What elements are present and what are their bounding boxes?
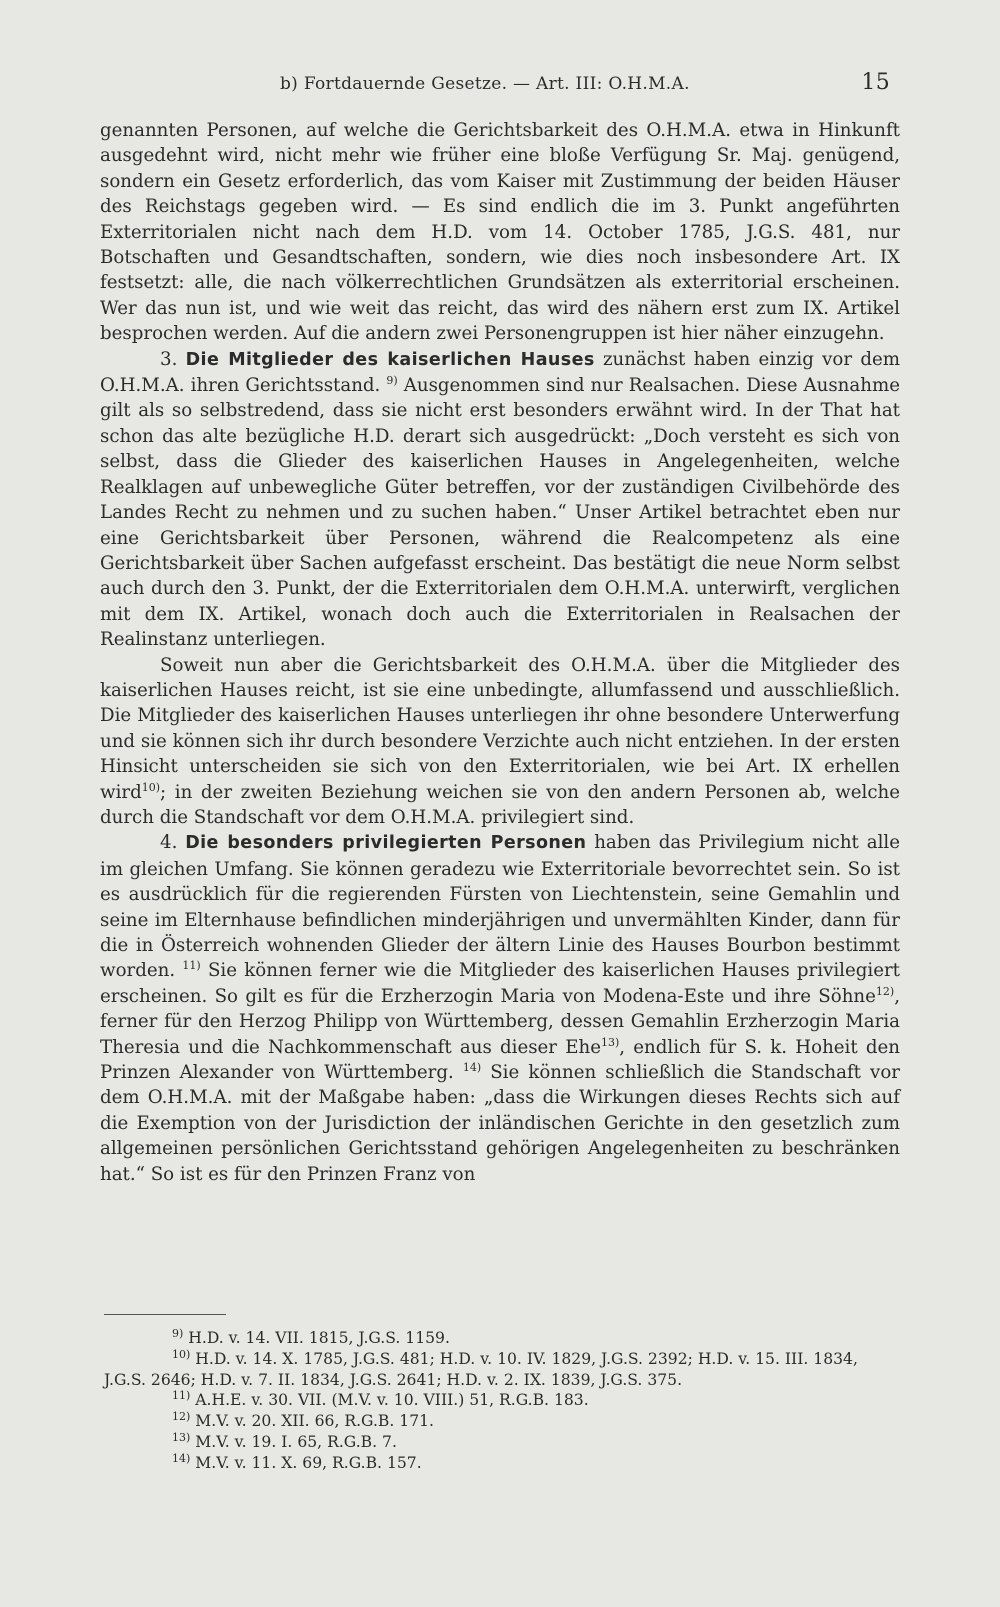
paragraph-2-text-b: Ausgenommen sind nur Realsachen. Diese Ausnahme gilt als so selbstredend, dass sie nicht erst besonders erwähnt wird. In der That hat schon das alte bezügliche H.D. derart sich ausgedrückt: „Doch versteht es sich von selbst, dass die Glieder des kaiserlichen Hauses in Angelegenheiten, welche Realklagen auf unbewegliche Güter betreffen, vor der zuständigen Civilbehörde des Landes Recht zu nehmen und zu suchen haben.“ Unser Artikel betrachtet eben nur eine Gerichtsbarkeit über Personen, während die Realcompetenz als eine Gerichtsbarkeit über Sachen aufgefasst erscheint. Das bestätigt die neue Norm selbst auch durch den 3. Punkt, der die Exterritorialen dem O.H.M.A. unterwirft, verglichen mit dem IX. Artikel, wonach doch auch die Exterritorialen in Realsachen der Realinstanz unterliegen. bbox=[100, 375, 900, 651]
paragraph-4-text-c: , ferner für den Herzog Philipp von Württemberg, dessen Gemahlin Erzherzogin Maria Theresia und die Nachkommenschaft aus dieser Ehe bbox=[100, 985, 900, 1058]
paragraph-4-text-a: haben das Privilegium nicht alle im gleichen Umfang. Sie können geradezu wie Exterritoriale bevorrechtet sein. So ist es ausdrücklich für die regierenden Fürsten von Liechtenstein, seine Gemahlin und seine im Elternhause befindlichen minderjährigen und unvermählten Kinder, dann für die in Österreich wohnenden Glieder der ältern Linie des Hauses Bourbon bestimmt worden. bbox=[100, 832, 900, 982]
section-number-4: 4. bbox=[160, 832, 178, 854]
footnote-14 bbox=[104, 1453, 900, 1474]
footnote-ref-9: 9) bbox=[386, 374, 398, 387]
paragraph-3-text-a: Soweit nun aber die Gerichtsbarkeit des O.H.M.A. über die Mitglieder des kaiserlichen Hauses reicht, ist sie eine unbedingte, allumfassend und ausschließlich. Die Mitglieder des kaiserlichen Hauses unterliegen ihr ohne besondere Unterwerfung und sie können sich ihr durch besondere Verzichte auch nicht entziehen. In der ersten Hinsicht unterscheiden sie sich von den Exterritorialen, wie bei Art. IX erhellen wird bbox=[100, 654, 900, 803]
footnote-separator bbox=[104, 1314, 226, 1315]
footnote-ref-14: 14) bbox=[462, 1060, 482, 1074]
paragraph-3 bbox=[100, 653, 900, 831]
paragraph-4 bbox=[100, 830, 900, 1187]
footnote-text: H.D. v. 14. VII. 1815, J.G.S. 1159. bbox=[188, 1329, 450, 1347]
footnote-text: M.V. v. 11. X. 69, R.G.B. 157. bbox=[195, 1453, 422, 1472]
footnote-ref-11: 11) bbox=[182, 959, 201, 973]
header-title: b) Fortdauernde Gesetze. — Art. III: O.H.M.A. bbox=[280, 74, 690, 94]
footnote-text: A.H.E. v. 30. VII. (M.V. v. 10. VIII.) 51, R.G.B. 183. bbox=[195, 1391, 589, 1410]
section-heading-privilegierte-personen: Die besonders privilegierten Personen bbox=[185, 833, 587, 854]
paragraph-1: genannten Personen, auf welche die Gerichtsbarkeit des O.H.M.A. etwa in Hinkunft ausgedehnt wird, nicht mehr wie früher eine bloße Verfügung Sr. Maj. genügend, sondern ein Gesetz erforderlich, das vom Kaiser mit Zustimmung der beiden Häuser des Reichstags gegeben wird. — Es sind endlich die im 3. Punkt angeführten Exterritorialen nicht nach dem H.D. vom 14. October 1785, J.G.S. 481, nur Botschaften und Gesandtschaften, sondern, wie dies noch insbesondere Art. IX festsetzt: alle, die nach völkerrechtlichen Grundsätzen als exterritorial erscheinen. Wer das nun ist, und wie weit das reicht, das wird des nähern erst zum IX. Artikel besprochen werden. Auf die andern zwei Personengruppen ist hier näher einzugehn. bbox=[100, 120, 900, 345]
running-header bbox=[280, 70, 900, 100]
paragraph-2 bbox=[100, 347, 900, 653]
footnote-mark: 11) bbox=[172, 1389, 191, 1403]
footnote-mark: 9) bbox=[172, 1326, 184, 1340]
footnote-text: M.V. v. 20. XII. 66, R.G.B. 171. bbox=[195, 1412, 435, 1431]
footnote-text: H.D. v. 14. X. 1785, J.G.S. 481; H.D. v. 10. IV. 1829, J.G.S. 2392; H.D. v. 15. III. 1834, J.G.S. 2646; H.D. v. 7. II. 1834, J.G.S. 2641; H.D. v. 2. IX. 1839, J.G.S. 375. bbox=[104, 1349, 858, 1389]
paragraph-4-text-b: Sie können ferner wie die Mitglieder des kaiserlichen Hauses privilegiert erscheinen. So gilt es für die Erzherzogin Maria von Modena-Este und ihre Söhne bbox=[100, 960, 900, 1007]
footnote-9 bbox=[104, 1328, 900, 1349]
footnote-13 bbox=[104, 1432, 900, 1453]
section-heading-kaiserliches-haus: Die Mitglieder des kaiserlichen Hauses bbox=[185, 349, 595, 370]
footnote-10 bbox=[104, 1349, 900, 1391]
footnote-text: M.V. v. 19. I. 65, R.G.B. 7. bbox=[195, 1432, 397, 1451]
footnote-mark: 13) bbox=[172, 1430, 191, 1444]
paragraph-4-text-d: , endlich für S. k. Hoheit den Prinzen Alexander von Württemberg. bbox=[100, 1036, 900, 1084]
paragraph-4-text-e: Sie können schließlich die Standschaft vor dem O.H.M.A. mit der Maßgabe haben: „dass die Wirkungen dieses Rechts sich auf die Exemption von der Jurisdiction der inländischen Gerichte in den gesetzlich zum allgemeinen persönlichen Gerichtsstand gehörigen Angelegenheiten zu beschränken hat.“ So ist es für den Prinzen Franz von bbox=[100, 1062, 900, 1185]
footnotes bbox=[104, 1328, 900, 1474]
section-number-3: 3. bbox=[160, 348, 178, 370]
paragraph-3-text-b: ; in der zweiten Beziehung weichen sie von den andern Personen ab, welche durch die Standschaft vor dem O.H.M.A. privilegiert sind. bbox=[100, 781, 900, 828]
page-number: 15 bbox=[861, 70, 890, 95]
footnote-ref-10: 10) bbox=[141, 780, 161, 794]
footnote-ref-12: 12) bbox=[875, 984, 895, 998]
footnote-12 bbox=[104, 1411, 900, 1432]
footnote-mark: 14) bbox=[172, 1451, 191, 1465]
footnote-11 bbox=[104, 1390, 900, 1411]
footnote-ref-13: 13) bbox=[600, 1035, 620, 1049]
main-text bbox=[100, 118, 900, 1187]
footnote-mark: 12) bbox=[172, 1410, 191, 1423]
footnote-mark: 10) bbox=[172, 1347, 191, 1361]
paragraph-2-text-a: zunächst haben einzig vor dem O.H.M.A. ihren Gerichtsstand. bbox=[100, 348, 900, 397]
